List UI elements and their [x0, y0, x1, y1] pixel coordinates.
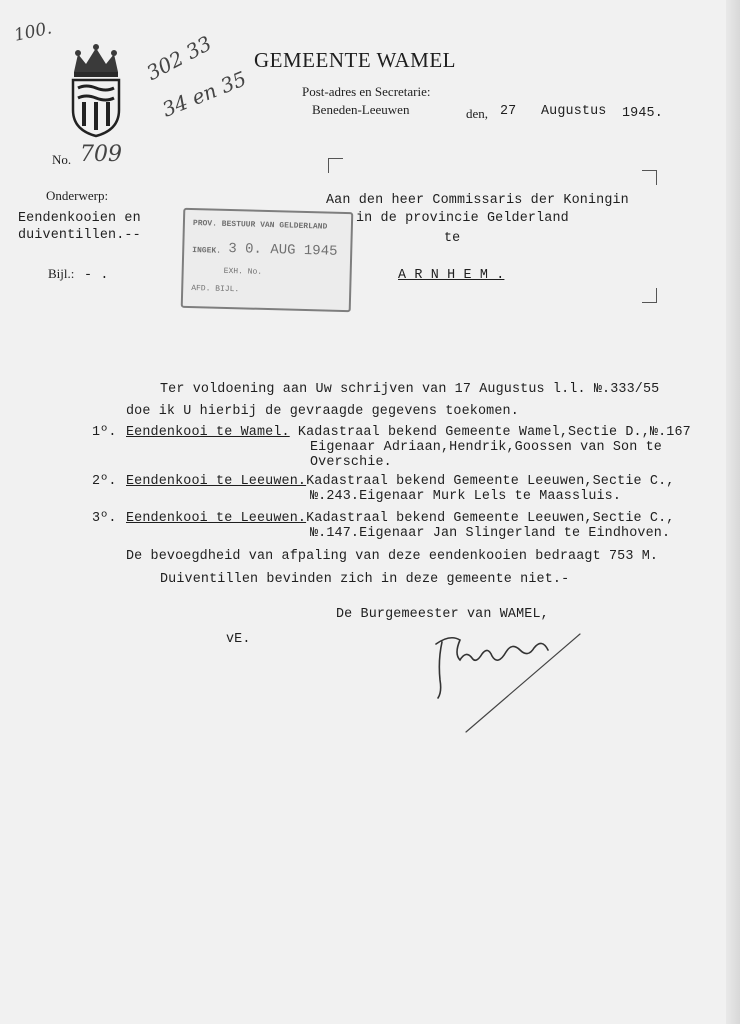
signature-icon — [430, 620, 600, 740]
dovecotes-paragraph: Duiventillen bevinden zich in deze gemeente niet.- — [160, 572, 570, 587]
date-day: 27 — [500, 104, 517, 119]
coat-of-arms-icon — [64, 42, 128, 138]
stamp-date: 3 0. AUG 1945 — [228, 240, 338, 260]
handwritten-reference-2: 34 en 35 — [158, 66, 250, 122]
subject-line-1: Eendenkooien en — [18, 211, 141, 226]
item-3-line-1 — [126, 511, 674, 526]
date-year: 1945. — [622, 106, 663, 121]
item-3-text-1: Kadastraal bekend Gemeente Leeuwen,Sectie C., — [306, 511, 675, 526]
intro-line-1: Ter voldoening aan Uw schrijven van 17 Augustus l.l. №.333/55 — [160, 382, 660, 397]
stamp-exhibit: EXH. No. — [223, 266, 263, 277]
received-stamp — [181, 208, 354, 312]
intro-line-2: doe ik U hierbij de gevraagde gegevens toekomen. — [126, 404, 519, 419]
addressee-line-1: Aan den heer Commissaris der Koningin — [326, 193, 629, 208]
addressee-line-3: te — [444, 231, 461, 246]
item-2-text-1: Kadastraal bekend Gemeente Leeuwen,Sectie C., — [306, 474, 675, 489]
item-1-number: 1º. — [92, 425, 117, 440]
page-edge — [726, 0, 740, 1024]
address-line-1: Post-adres en Secretarie: — [302, 84, 431, 99]
item-2-line-1 — [126, 474, 674, 489]
item-3-line-2: №.147.Eigenaar Jan Slingerland te Eindhoven. — [310, 526, 671, 541]
addressee-line-2: in de provincie Gelderland — [356, 211, 569, 226]
handwritten-reference-1: 302 33 — [142, 30, 216, 86]
attachment-value: - . — [84, 268, 109, 283]
address-line-2: Beneden-Leeuwen — [312, 102, 410, 117]
item-1-title: Eendenkooi te Wamel. — [126, 425, 290, 440]
addressee-city: A R N H E M . — [398, 268, 505, 283]
item-3-title: Eendenkooi te Leeuwen. — [126, 511, 307, 526]
date-month: Augustus — [541, 104, 607, 119]
window-corner-top-left — [328, 158, 343, 173]
item-1-line-1 — [126, 425, 691, 440]
number-label: No. — [52, 152, 72, 167]
item-1-line-3: Overschie. — [310, 455, 392, 470]
item-2-title: Eendenkooi te Leeuwen. — [126, 474, 307, 489]
signatory-title: De Burgemeester van WAMEL, — [336, 607, 549, 622]
attachment-label: Bijl.: — [48, 266, 75, 281]
stamp-prefix: INGEK. — [192, 246, 222, 256]
margin-note: 100. — [12, 18, 54, 46]
subject-label: Onderwerp: — [46, 188, 109, 203]
stamp-department: AFD. BIJL. — [191, 284, 240, 295]
date-prefix: den, — [466, 106, 489, 121]
municipality-title: GEMEENTE WAMEL — [254, 48, 456, 72]
item-1-line-2: Eigenaar Adriaan,Hendrik,Goossen van Son te — [310, 440, 662, 455]
distance-paragraph: De bevoegdheid van afpaling van deze eendenkooien bedraagt 753 M. — [126, 549, 659, 564]
item-1-text-1: Kadastraal bekend Gemeente Wamel,Sectie D.,№.167 — [289, 425, 691, 440]
number-value: 709 — [80, 142, 122, 167]
item-2-line-2: №.243.Eigenaar Murk Lels te Maassluis. — [310, 489, 622, 504]
item-3-number: 3º. — [92, 511, 117, 526]
subject-line-2: duiventillen.-- — [18, 228, 141, 243]
window-corner-top-right — [642, 170, 657, 185]
window-corner-bottom-right — [642, 288, 657, 303]
typist-initials: vE. — [226, 632, 251, 647]
item-2-number: 2º. — [92, 474, 117, 489]
stamp-authority: PROV. BESTUUR VAN GELDERLAND — [192, 219, 328, 232]
